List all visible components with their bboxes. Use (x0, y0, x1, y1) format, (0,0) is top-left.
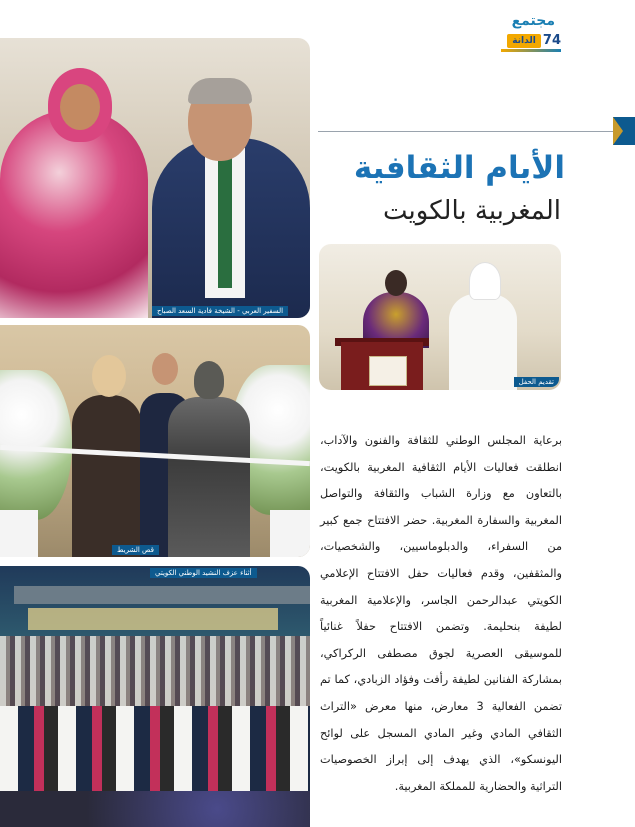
photo-audience (0, 566, 310, 827)
article-body: برعاية المجلس الوطني للثقافة والفنون والآداب، انطلقت فعاليات الأيام الثقافية المغربية بالكويت، بالتعاون مع وزارة الشباب والثقافة والتواصل المغربية والسفارة المغربية. حضر الافتتاح جمع كبير من السفراء، والدبلوماسيين، والشخصيات، والمثقفين، وقدم فعاليات حفل الافتتاح الإعلامي الكويتي عبدالرحمن الجاسر، والإعلامية المغربية لطيفة بنحليمة. وتضمن الافتتاح حفلاً غنائياً للموسيقى العصرية لجوق مصطفى الركراكي، بمشاركة الفنانين لطيفة رأفت وفؤاد الزبادي، كما تم تضمن الفعالية 3 معارض، منها معرض «التراث الثقافي المادي وغير المادي المسجل على لوائح اليونسكو»، الذي يهدف إلى إبراز الخصوصيات التراثية والحضارية للمملكة المغربية. (320, 434, 562, 793)
photo-stage (319, 244, 561, 390)
person-figure (194, 361, 224, 399)
header-underline (501, 49, 561, 52)
person-figure (168, 397, 250, 557)
page-number: 74 (542, 33, 561, 48)
article-subtitle: المغربية بالكويت (383, 196, 561, 226)
theater-balcony (14, 586, 310, 604)
section-header (499, 13, 561, 53)
theater-floor (0, 791, 310, 827)
photo-caption: قص الشريط (112, 545, 159, 555)
audience-seats (0, 636, 310, 716)
magazine-logo: الدانة (507, 34, 541, 48)
audience-front-row (0, 706, 310, 801)
photo-caption: أثناء عزف النشيد الوطني الكويتي (150, 568, 257, 578)
flower-pot (270, 510, 310, 557)
corner-arrow-icon (613, 117, 623, 145)
person-figure (92, 355, 126, 397)
flower-pot (0, 510, 38, 557)
photo-caption: السفير العربي - الشيخة فادية السعد الصباح (152, 306, 288, 316)
title-divider (318, 131, 613, 132)
theater-screen (28, 608, 278, 630)
person-figure (72, 395, 142, 557)
person-figure (152, 353, 178, 385)
photo-guests (0, 38, 310, 318)
person-figure (188, 78, 252, 104)
section-title: مجتمع (511, 13, 555, 29)
person-figure (218, 153, 232, 288)
person-figure (449, 294, 517, 390)
person-figure (385, 270, 407, 296)
person-figure (469, 262, 501, 300)
event-logo-stand (369, 356, 407, 386)
photo-caption: تقديم الحفل (514, 377, 559, 387)
article-title: الأيام الثقافية (353, 150, 565, 186)
photo-ribbon-cutting (0, 325, 310, 557)
person-figure (60, 84, 100, 130)
